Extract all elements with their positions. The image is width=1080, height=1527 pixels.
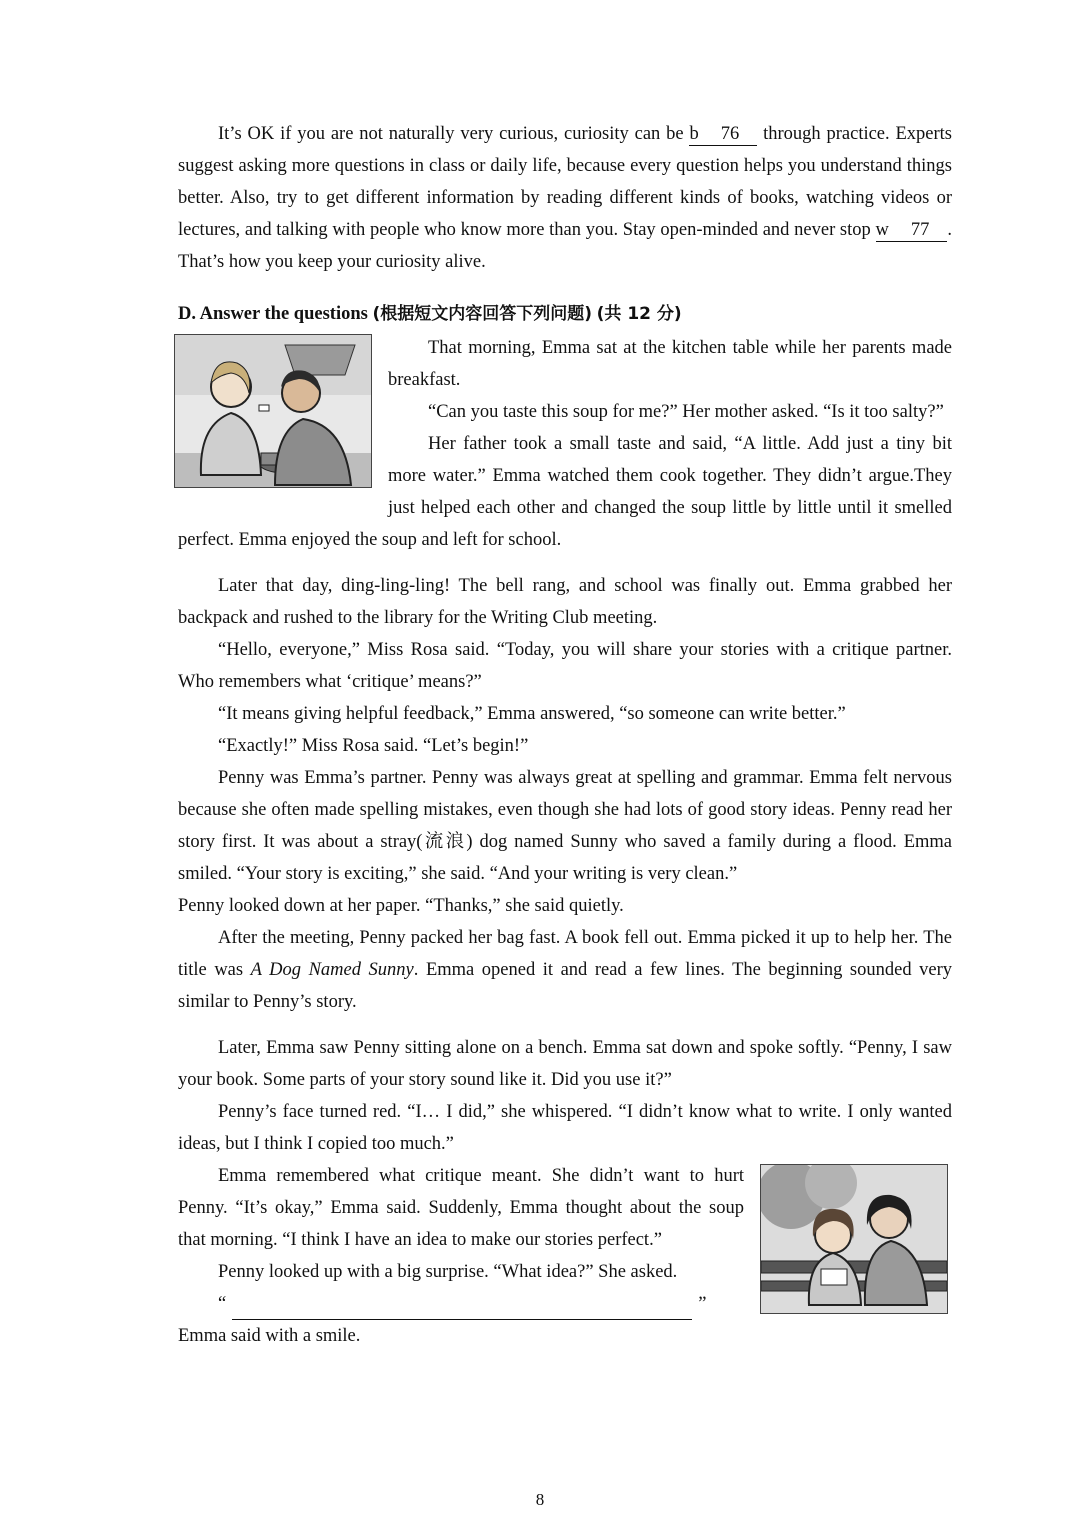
story-paragraph: “Can you taste this soup for me?” Her mother asked. “Is it too salty?”: [428, 402, 944, 422]
story-paragraph: “Exactly!” Miss Rosa said. “Let’s begin!”: [218, 736, 529, 756]
story-paragraph: That morning, Emma sat at the kitchen table while her parents made breakfast.: [388, 338, 952, 390]
cooking-couple-icon: [175, 335, 371, 487]
book-title: A Dog Named Sunny: [250, 960, 414, 980]
story-paragraph: After the meeting, Penny packed her bag fast. A book fell out. Emma picked it up to help her. The title was A Dog Named Sunny. Emma opened it and read a few lines. The beginning sounded very similar to Penny’s story.: [178, 928, 953, 1012]
blank-76[interactable]: b 76: [689, 123, 757, 146]
kitchen-illustration: [174, 334, 372, 488]
story-paragraph: Later that day, ding-ling-ling! The bell rang, and school was finally out. Emma grabbed her backpack and rushed to the library for the Writing Club meeting.: [178, 576, 952, 628]
story-paragraph: Penny was Emma’s partner. Penny was always great at spelling and grammar. Emma felt nervous because she often made spelling mistakes, even though she had lots of good story ideas. Penny read her story first. It was about a stray(流浪) dog named Sunny who saved a family during a flood. Emma smiled. “Your story is exciting,” she said. “And your writing is very clean.”: [178, 768, 952, 884]
story-paragraph: Penny’s face turned red. “I… I did,” she whispered. “I didn’t know what to write. I only wanted ideas, but I think I copied too much.”: [178, 1102, 952, 1154]
girls-on-bench-icon: [761, 1165, 947, 1313]
story-paragraph: Penny looked up with a big surprise. “What idea?” She asked.: [218, 1262, 678, 1282]
bench-illustration: [760, 1164, 948, 1314]
passage-c-paragraph: It’s OK if you are not naturally very curious, curiosity can be b 76 through practice. Experts suggest asking more questions in class or daily life, because every question helps you understand things better. Also, try to get different information by reading different kinds of books, watching videos or lectures, and talking with people who know more than you. Stay open-minded and never stop w 77 . That’s how you keep your curiosity alive.: [178, 124, 953, 272]
blank-77[interactable]: w 77: [876, 219, 948, 242]
story-paragraph: “It means giving helpful feedback,” Emma answered, “so someone can write better.”: [218, 704, 846, 724]
story-paragraph: Later, Emma saw Penny sitting alone on a bench. Emma sat down and spoke softly. “Penny, I saw your book. Some parts of your story sound like it. Did you use it?”: [178, 1038, 952, 1090]
story-paragraph: Emma remembered what critique meant. She didn’t want to hurt Penny. “It’s okay,” Emma said. Suddenly, Emma thought about the soup that morning. “I think I have an idea to make our stories perfect.”: [178, 1166, 744, 1250]
page-body: [178, 118, 952, 1352]
page-number: 8: [535, 1490, 545, 1509]
section-d-heading: D. Answer the questions (根据短文内容回答下列问题) (共 12 分): [178, 304, 682, 324]
answer-blank[interactable]: [232, 1297, 692, 1320]
story-paragraph: Her father took a small taste and said, “A little. Add just a tiny bit more water.” Emma watched them cook together. They didn’t argue.They just helped each other and changed the soup little by little until it smelled perfect. Emma enjoyed the soup and left for school.: [178, 434, 952, 550]
story-paragraph: “Hello, everyone,” Miss Rosa said. “Today, you will share your stories with a critique partner. Who remembers what ‘critique’ means?”: [178, 640, 952, 692]
answer-line-paragraph: “ ” Emma said with a smile.: [178, 1294, 707, 1346]
story-paragraph: Penny looked down at her paper. “Thanks,” she said quietly.: [178, 896, 624, 916]
